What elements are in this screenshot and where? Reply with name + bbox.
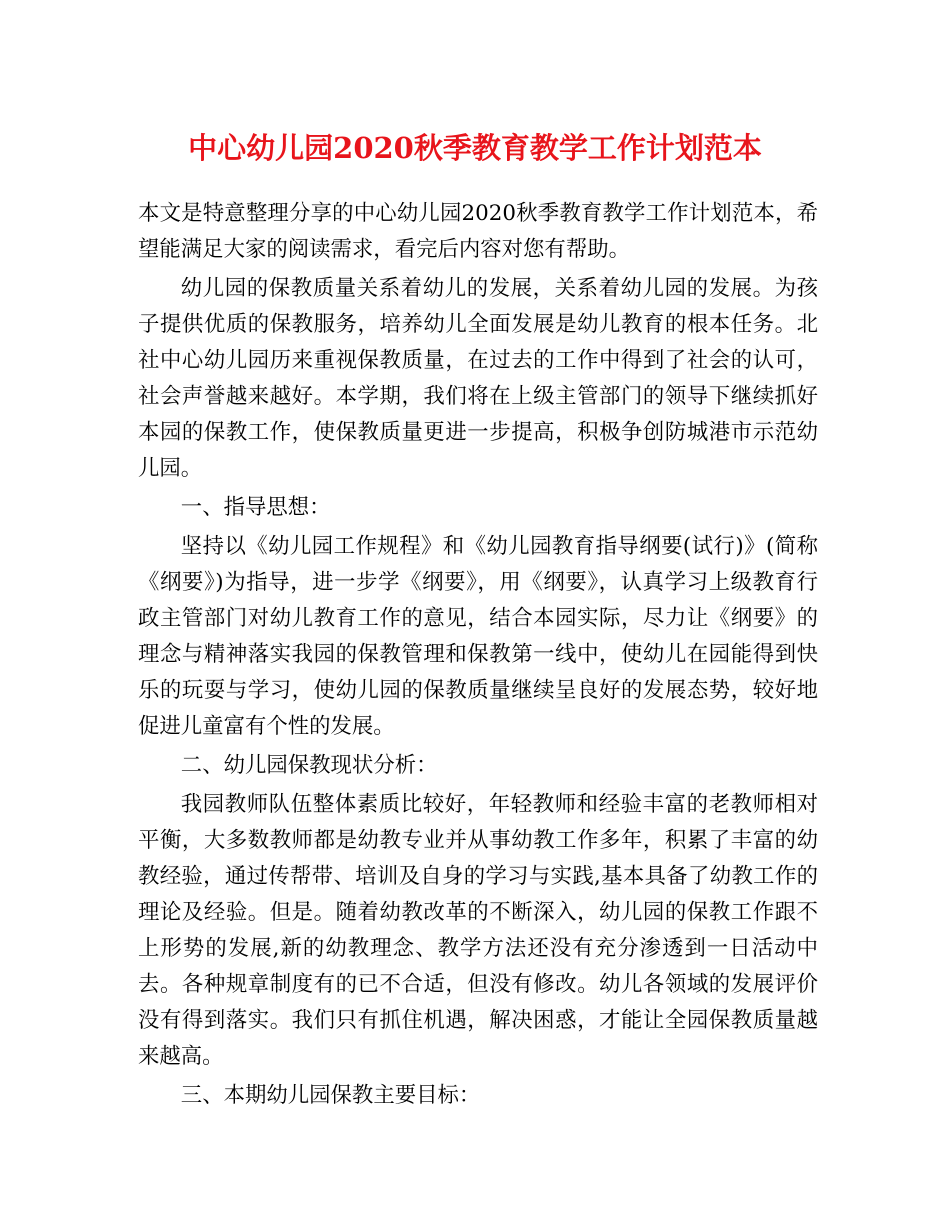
document-title: 中心幼儿园2020秋季教育教学工作计划范本 [188,131,762,165]
heading-guiding-ideology: 一、指导思想： [180,495,331,520]
heading-status-analysis: 二、幼儿园保教现状分析： [180,753,438,778]
paragraph-status-analysis: 我园教师队伍整体素质比较好，年轻教师和经验丰富的老教师相对平衡，大多数教师都是幼教专业并从事幼教工作多年，积累了丰富的幼教经验，通过传帮带、培训及自身的学习与实践,基本具备了幼教工作的理论及经验。但是。随着幼教改革的不断深入，幼儿园的保教工作跟不上形势的发展,新的幼教理念、教学方法还没有充分渗透到一日活动中去。各种规章制度有的已不合适，但没有修改。幼儿各领域的发展评价没有得到落实。我们只有抓住机遇，解决困惑，才能让全园保教质量越来越高。 [138,792,818,1069]
heading-main-goals: 三、本期幼儿园保教主要目标： [180,1083,481,1108]
paragraph-quality: 幼儿园的保教质量关系着幼儿的发展，关系着幼儿园的发展。为孩子提供优质的保教服务，培养幼儿全面发展是幼儿教育的根本任务。北社中心幼儿园历来重视保教质量，在过去的工作中得到了社会的认可，社会声誉越来越好。本学期，我们将在上级主管部门的领导下继续抓好本园的保教工作，使保教质量更进一步提高，积极争创防城港市示范幼儿园。 [138,276,818,481]
intro-paragraph: 本文是特意整理分享的中心幼儿园2020秋季教育教学工作计划范本，希望能满足大家的阅读需求，看完后内容对您有帮助。 [138,201,818,262]
paragraph-guiding-ideology: 坚持以《幼儿园工作规程》和《幼儿园教育指导纲要(试行)》(简称《纲要》)为指导，进一步学《纲要》，用《纲要》，认真学习上级教育行政主管部门对幼儿教育工作的意见，结合本园实际，尽力让《纲要》的理念与精神落实我园的保教管理和保教第一线中，使幼儿在园能得到快乐的玩耍与学习，使幼儿园的保教质量继续呈良好的发展态势，较好地促进儿童富有个性的发展。 [138,534,818,739]
document-body [138,196,818,1114]
